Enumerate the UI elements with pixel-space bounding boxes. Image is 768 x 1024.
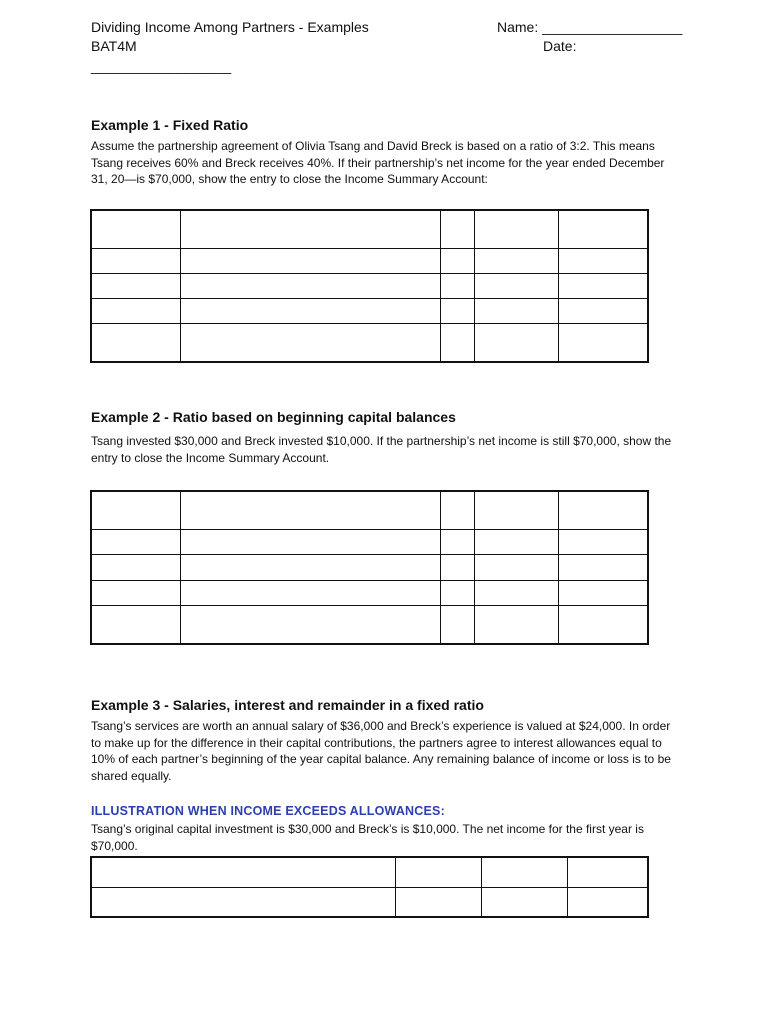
- table-row: [91, 273, 648, 298]
- table-cell[interactable]: [440, 529, 474, 555]
- table-cell[interactable]: [440, 606, 474, 644]
- table-cell[interactable]: [474, 210, 558, 248]
- table-cell[interactable]: [91, 887, 396, 917]
- table-cell[interactable]: [440, 299, 474, 324]
- table-cell[interactable]: [91, 299, 180, 324]
- table-row: [91, 210, 648, 248]
- table-cell[interactable]: [474, 606, 558, 644]
- table-cell[interactable]: [180, 491, 440, 529]
- illustration-heading: ILLUSTRATION WHEN INCOME EXCEEDS ALLOWANCES:: [91, 804, 445, 818]
- name-field-label: Name: __________________: [497, 19, 683, 35]
- table-cell[interactable]: [440, 210, 474, 248]
- table-row: [91, 555, 648, 581]
- table-cell[interactable]: [568, 857, 648, 887]
- table-cell[interactable]: [474, 299, 558, 324]
- table-cell[interactable]: [482, 887, 568, 917]
- table-row: [91, 491, 648, 529]
- table-cell[interactable]: [440, 248, 474, 273]
- table-cell[interactable]: [440, 324, 474, 362]
- table-cell[interactable]: [474, 580, 558, 606]
- table-cell[interactable]: [440, 555, 474, 581]
- table-cell[interactable]: [180, 248, 440, 273]
- example2-heading: Example 2 - Ratio based on beginning capital balances: [91, 409, 456, 425]
- table-cell[interactable]: [558, 324, 648, 362]
- table-cell[interactable]: [91, 324, 180, 362]
- table-cell[interactable]: [180, 324, 440, 362]
- table-cell[interactable]: [91, 606, 180, 644]
- table-row: [91, 857, 648, 887]
- example1-text: Assume the partnership agreement of Olivia Tsang and David Breck is based on a ratio of 3:2. This means Tsang receives 60% and Breck receives 40%. If their partnership’s net income for the year ended December 31, 20—is $70,000, show the entry to close the Income Summary Account:: [91, 139, 665, 186]
- table-cell[interactable]: [474, 324, 558, 362]
- illustration-text: Tsang’s original capital investment is $30,000 and Breck’s is $10,000. The net income for the first year is $70,000.: [91, 822, 644, 853]
- example1-heading: Example 1 - Fixed Ratio: [91, 117, 249, 133]
- table-cell[interactable]: [482, 857, 568, 887]
- table-cell[interactable]: [180, 210, 440, 248]
- table-cell[interactable]: [440, 273, 474, 298]
- table-cell[interactable]: [440, 491, 474, 529]
- table-cell[interactable]: [396, 857, 482, 887]
- table-cell[interactable]: [558, 299, 648, 324]
- table-row: [91, 529, 648, 555]
- table-cell[interactable]: [558, 555, 648, 581]
- table-cell[interactable]: [91, 555, 180, 581]
- table-cell[interactable]: [91, 210, 180, 248]
- table-row: [91, 606, 648, 644]
- table-cell[interactable]: [558, 529, 648, 555]
- table-cell[interactable]: [558, 491, 648, 529]
- course-code: BAT4M: [91, 38, 137, 54]
- example3-heading: Example 3 - Salaries, interest and remainder in a fixed ratio: [91, 697, 484, 713]
- table-cell[interactable]: [396, 887, 482, 917]
- example2-journal-table: [90, 490, 649, 645]
- example3-allowance-table: [90, 856, 649, 918]
- table-cell[interactable]: [474, 273, 558, 298]
- table-cell[interactable]: [558, 210, 648, 248]
- table-cell[interactable]: [558, 273, 648, 298]
- table-row: [91, 887, 648, 917]
- table-cell[interactable]: [180, 299, 440, 324]
- table-cell[interactable]: [180, 273, 440, 298]
- table-row: [91, 324, 648, 362]
- table-cell[interactable]: [180, 555, 440, 581]
- table-cell[interactable]: [91, 248, 180, 273]
- table-cell[interactable]: [474, 529, 558, 555]
- date-field-label: Date:: [543, 38, 577, 54]
- table-cell[interactable]: [558, 580, 648, 606]
- table-cell[interactable]: [91, 491, 180, 529]
- example2-text: Tsang invested $30,000 and Breck invested $10,000. If the partnership’s net income is still $70,000, show the entry to close the Income Summary Account.: [91, 434, 672, 465]
- table-row: [91, 299, 648, 324]
- table-cell[interactable]: [91, 857, 396, 887]
- table-cell[interactable]: [558, 248, 648, 273]
- table-cell[interactable]: [474, 555, 558, 581]
- example3-text: Tsang’s services are worth an annual salary of $36,000 and Breck’s experience is valued at $24,000. In order to make up for the difference in their capital contributions, the partners agree to interest allowances equal to 10% of each partner’s beginning of the year capital balance. Any remaining balance of income or loss is to be shared equally.: [91, 719, 671, 783]
- document-title: Dividing Income Among Partners - Examples: [91, 19, 369, 35]
- table-cell[interactable]: [180, 580, 440, 606]
- table-cell[interactable]: [91, 273, 180, 298]
- table-cell[interactable]: [474, 248, 558, 273]
- table-cell[interactable]: [91, 529, 180, 555]
- example1-journal-table: [90, 209, 649, 363]
- table-row: [91, 580, 648, 606]
- underline-blank: __________________: [91, 58, 232, 74]
- table-cell[interactable]: [474, 491, 558, 529]
- table-cell[interactable]: [91, 580, 180, 606]
- table-cell[interactable]: [568, 887, 648, 917]
- table-cell[interactable]: [180, 529, 440, 555]
- table-cell[interactable]: [180, 606, 440, 644]
- table-cell[interactable]: [558, 606, 648, 644]
- table-row: [91, 248, 648, 273]
- table-cell[interactable]: [440, 580, 474, 606]
